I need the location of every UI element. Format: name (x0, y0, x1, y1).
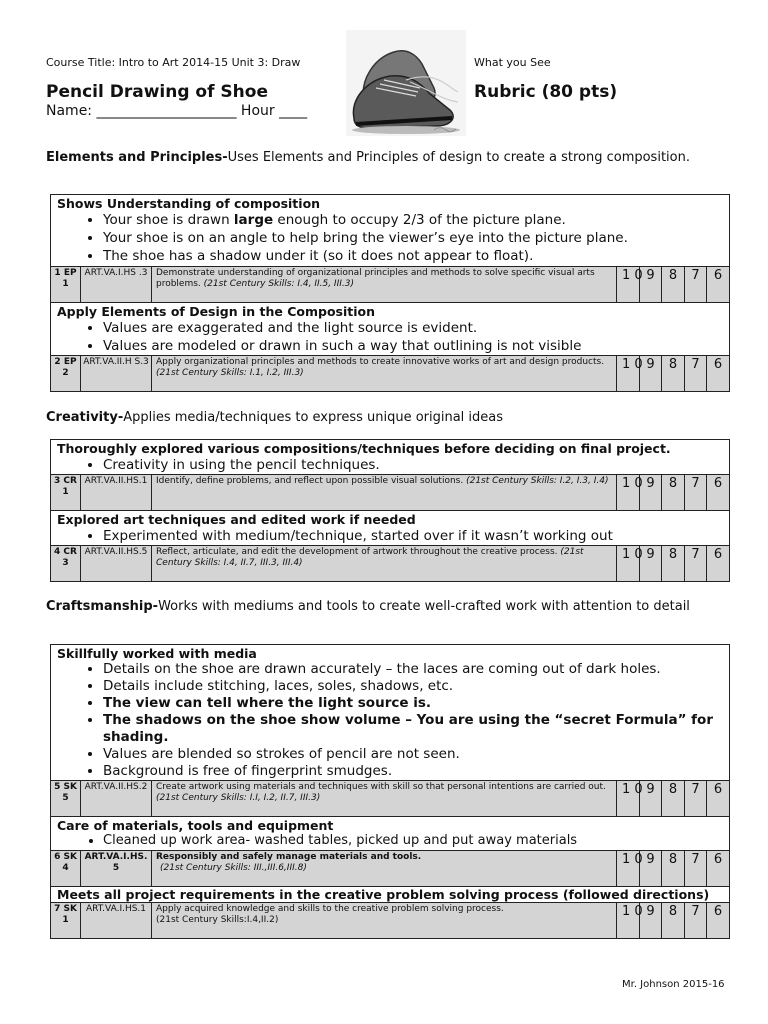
standard-description: Create artwork using materials and techniques with skill so that personal intentions are carried out. (21st Century Skills: I.I, I.2, II.7, III.3) (152, 781, 617, 817)
score-6: 6 (707, 781, 730, 817)
criterion-5 (51, 645, 730, 781)
score-8: 8 (662, 356, 685, 392)
score-9: 9 (640, 356, 662, 392)
score-9: 9 (640, 475, 662, 511)
section-heading: Elements and Principles- (46, 150, 228, 165)
score-6: 6 (707, 356, 730, 392)
criterion-title: Skillfully worked with media (57, 646, 257, 661)
criterion-bullet: • Details include stitching, laces, soles, shadows, etc. (103, 678, 723, 695)
criterion-bullet: • Values are blended so strokes of pencil are not seen. (103, 746, 723, 763)
standard-id: ART.VA.II.H S.3 (81, 356, 152, 392)
row-code: 2 EP 2 (51, 356, 81, 392)
standard-description: Identify, define problems, and reflect upon possible visual solutions. (21st Century Skills: I.2, I.3, I.4) (152, 475, 617, 511)
score-8: 8 (662, 475, 685, 511)
standard-id: ART.VA.I.HS .3 (81, 267, 152, 303)
score-7: 7 (685, 851, 707, 887)
page-title: Pencil Drawing of Shoe (46, 82, 268, 102)
what-you-see-label: What you See (474, 56, 551, 69)
criterion-bullet: • Experimented with medium/technique, started over if it wasn’t working out (103, 527, 723, 545)
rubric-table-creativity (50, 439, 730, 582)
score-7: 7 (685, 546, 707, 582)
standard-description: Demonstrate understanding of organizational principles and methods to solve specific visual arts problems. (21st Century Skills: I.4, II.5, III.3) (152, 267, 617, 303)
criterion-bullet: • Creativity in using the pencil techniques. (103, 456, 723, 474)
criterion-title: Apply Elements of Design in the Composition (57, 304, 376, 319)
section-text: Applies media/techniques to express unique original ideas (123, 410, 504, 425)
score-9: 9 (640, 851, 662, 887)
score-9: 9 (640, 267, 662, 303)
standard-description: Responsibly and safely manage materials and tools. (21st Century Skills: III.,III.6,III.8) (152, 851, 617, 887)
section-text: Works with mediums and tools to create well-crafted work with attention to detail (158, 599, 690, 614)
criterion-6 (51, 817, 730, 851)
score-6: 6 (707, 903, 730, 939)
criterion-bullet: • The shoe has a shadow under it (so it does not appear to float). (103, 247, 723, 265)
footer-credit: Mr. Johnson 2015-16 (622, 979, 725, 990)
criterion-title: Meets all project requirements in the creative problem solving process (followed directions) (57, 887, 710, 902)
name-hour-line: Name: ____________________ Hour ____ (46, 103, 308, 119)
score-10: 1 0 (617, 781, 640, 817)
standard-description: Apply acquired knowledge and skills to the creative problem solving process. (21st Century Skills:I.4,II.2) (152, 903, 617, 939)
row-code: 6 SK 4 (51, 851, 81, 887)
section-heading: Creativity- (46, 410, 124, 425)
score-6: 6 (707, 475, 730, 511)
score-10: 1 0 (617, 267, 640, 303)
score-6: 6 (707, 851, 730, 887)
rubric-table-elements (50, 194, 730, 392)
row-code: 4 CR 3 (51, 546, 81, 582)
criterion-7 (51, 887, 730, 903)
score-9: 9 (640, 903, 662, 939)
criterion-bullet: • Background is free of fingerprint smudges. (103, 763, 723, 780)
score-7: 7 (685, 903, 707, 939)
criterion-title: Thoroughly explored various compositions/techniques before deciding on final project. (57, 441, 671, 456)
score-8: 8 (662, 851, 685, 887)
standard-id: ART.VA.II.HS.2 (81, 781, 152, 817)
score-10: 1 0 (617, 475, 640, 511)
section-elements-principles (46, 150, 706, 166)
score-10: 1 0 (617, 851, 640, 887)
criterion-bullet: • Your shoe is drawn large enough to occupy 2/3 of the picture plane. (103, 211, 723, 229)
criterion-title: Care of materials, tools and equipment (57, 818, 334, 833)
score-8: 8 (662, 267, 685, 303)
score-10: 1 0 (617, 546, 640, 582)
criterion-bullet: • The shadows on the shoe show volume – You are using the “secret Formula” for shading. (103, 712, 723, 746)
standard-id: ART.VA.I.HS. 5 (81, 851, 152, 887)
row-code: 5 SK 5 (51, 781, 81, 817)
criterion-bullet: • Your shoe is on an angle to help bring the viewer’s eye into the picture plane. (103, 229, 723, 247)
standard-id: ART.VA.I.HS.1 (81, 903, 152, 939)
section-creativity (46, 410, 706, 426)
criterion-bullet: • Values are modeled or drawn in such a way that outlining is not visible (103, 337, 723, 355)
criterion-4 (51, 511, 730, 546)
score-8: 8 (662, 903, 685, 939)
score-8: 8 (662, 546, 685, 582)
rubric-table-craftsmanship (50, 644, 730, 939)
score-8: 8 (662, 781, 685, 817)
criterion-bullet: • Values are exaggerated and the light source is evident. (103, 319, 723, 337)
section-text: Uses Elements and Principles of design to create a strong composition. (227, 150, 690, 165)
standard-id: ART.VA.II.HS.1 (81, 475, 152, 511)
row-code: 1 EP 1 (51, 267, 81, 303)
row-code: 7 SK 1 (51, 903, 81, 939)
rubric-title: Rubric (80 pts) (474, 82, 618, 102)
score-7: 7 (685, 475, 707, 511)
score-7: 7 (685, 356, 707, 392)
criterion-2 (51, 303, 730, 356)
row-code: 3 CR 1 (51, 475, 81, 511)
score-9: 9 (640, 781, 662, 817)
score-6: 6 (707, 546, 730, 582)
criterion-title: Explored art techniques and edited work if needed (57, 512, 416, 527)
section-heading: Craftsmanship- (46, 599, 159, 614)
criterion-bullet: • Cleaned up work area- washed tables, picked up and put away materials (103, 833, 723, 849)
criterion-1 (51, 195, 730, 267)
criterion-bullet: • The view can tell where the light source is. (103, 695, 723, 712)
score-7: 7 (685, 781, 707, 817)
score-9: 9 (640, 546, 662, 582)
criterion-3 (51, 440, 730, 475)
standard-description: Reflect, articulate, and edit the development of artwork throughout the creative process. (21st Century Skills: I.4, II.7, III.3, III.4) (152, 546, 617, 582)
score-6: 6 (707, 267, 730, 303)
score-10: 1 0 (617, 356, 640, 392)
shoe-sketch-image (346, 30, 466, 136)
standard-id: ART.VA.II.HS.5 (81, 546, 152, 582)
course-title: Course Title: Intro to Art 2014-15 Unit 3: Draw (46, 56, 301, 69)
score-10: 1 0 (617, 903, 640, 939)
standard-description: Apply organizational principles and methods to create innovative works of art and design products. (21st Century Skills: I.1, I.2, III.3) (152, 356, 617, 392)
criterion-bullet: • Details on the shoe are drawn accurately – the laces are coming out of dark holes. (103, 661, 723, 678)
score-7: 7 (685, 267, 707, 303)
criterion-title: Shows Understanding of composition (57, 196, 321, 211)
section-craftsmanship (46, 599, 726, 615)
